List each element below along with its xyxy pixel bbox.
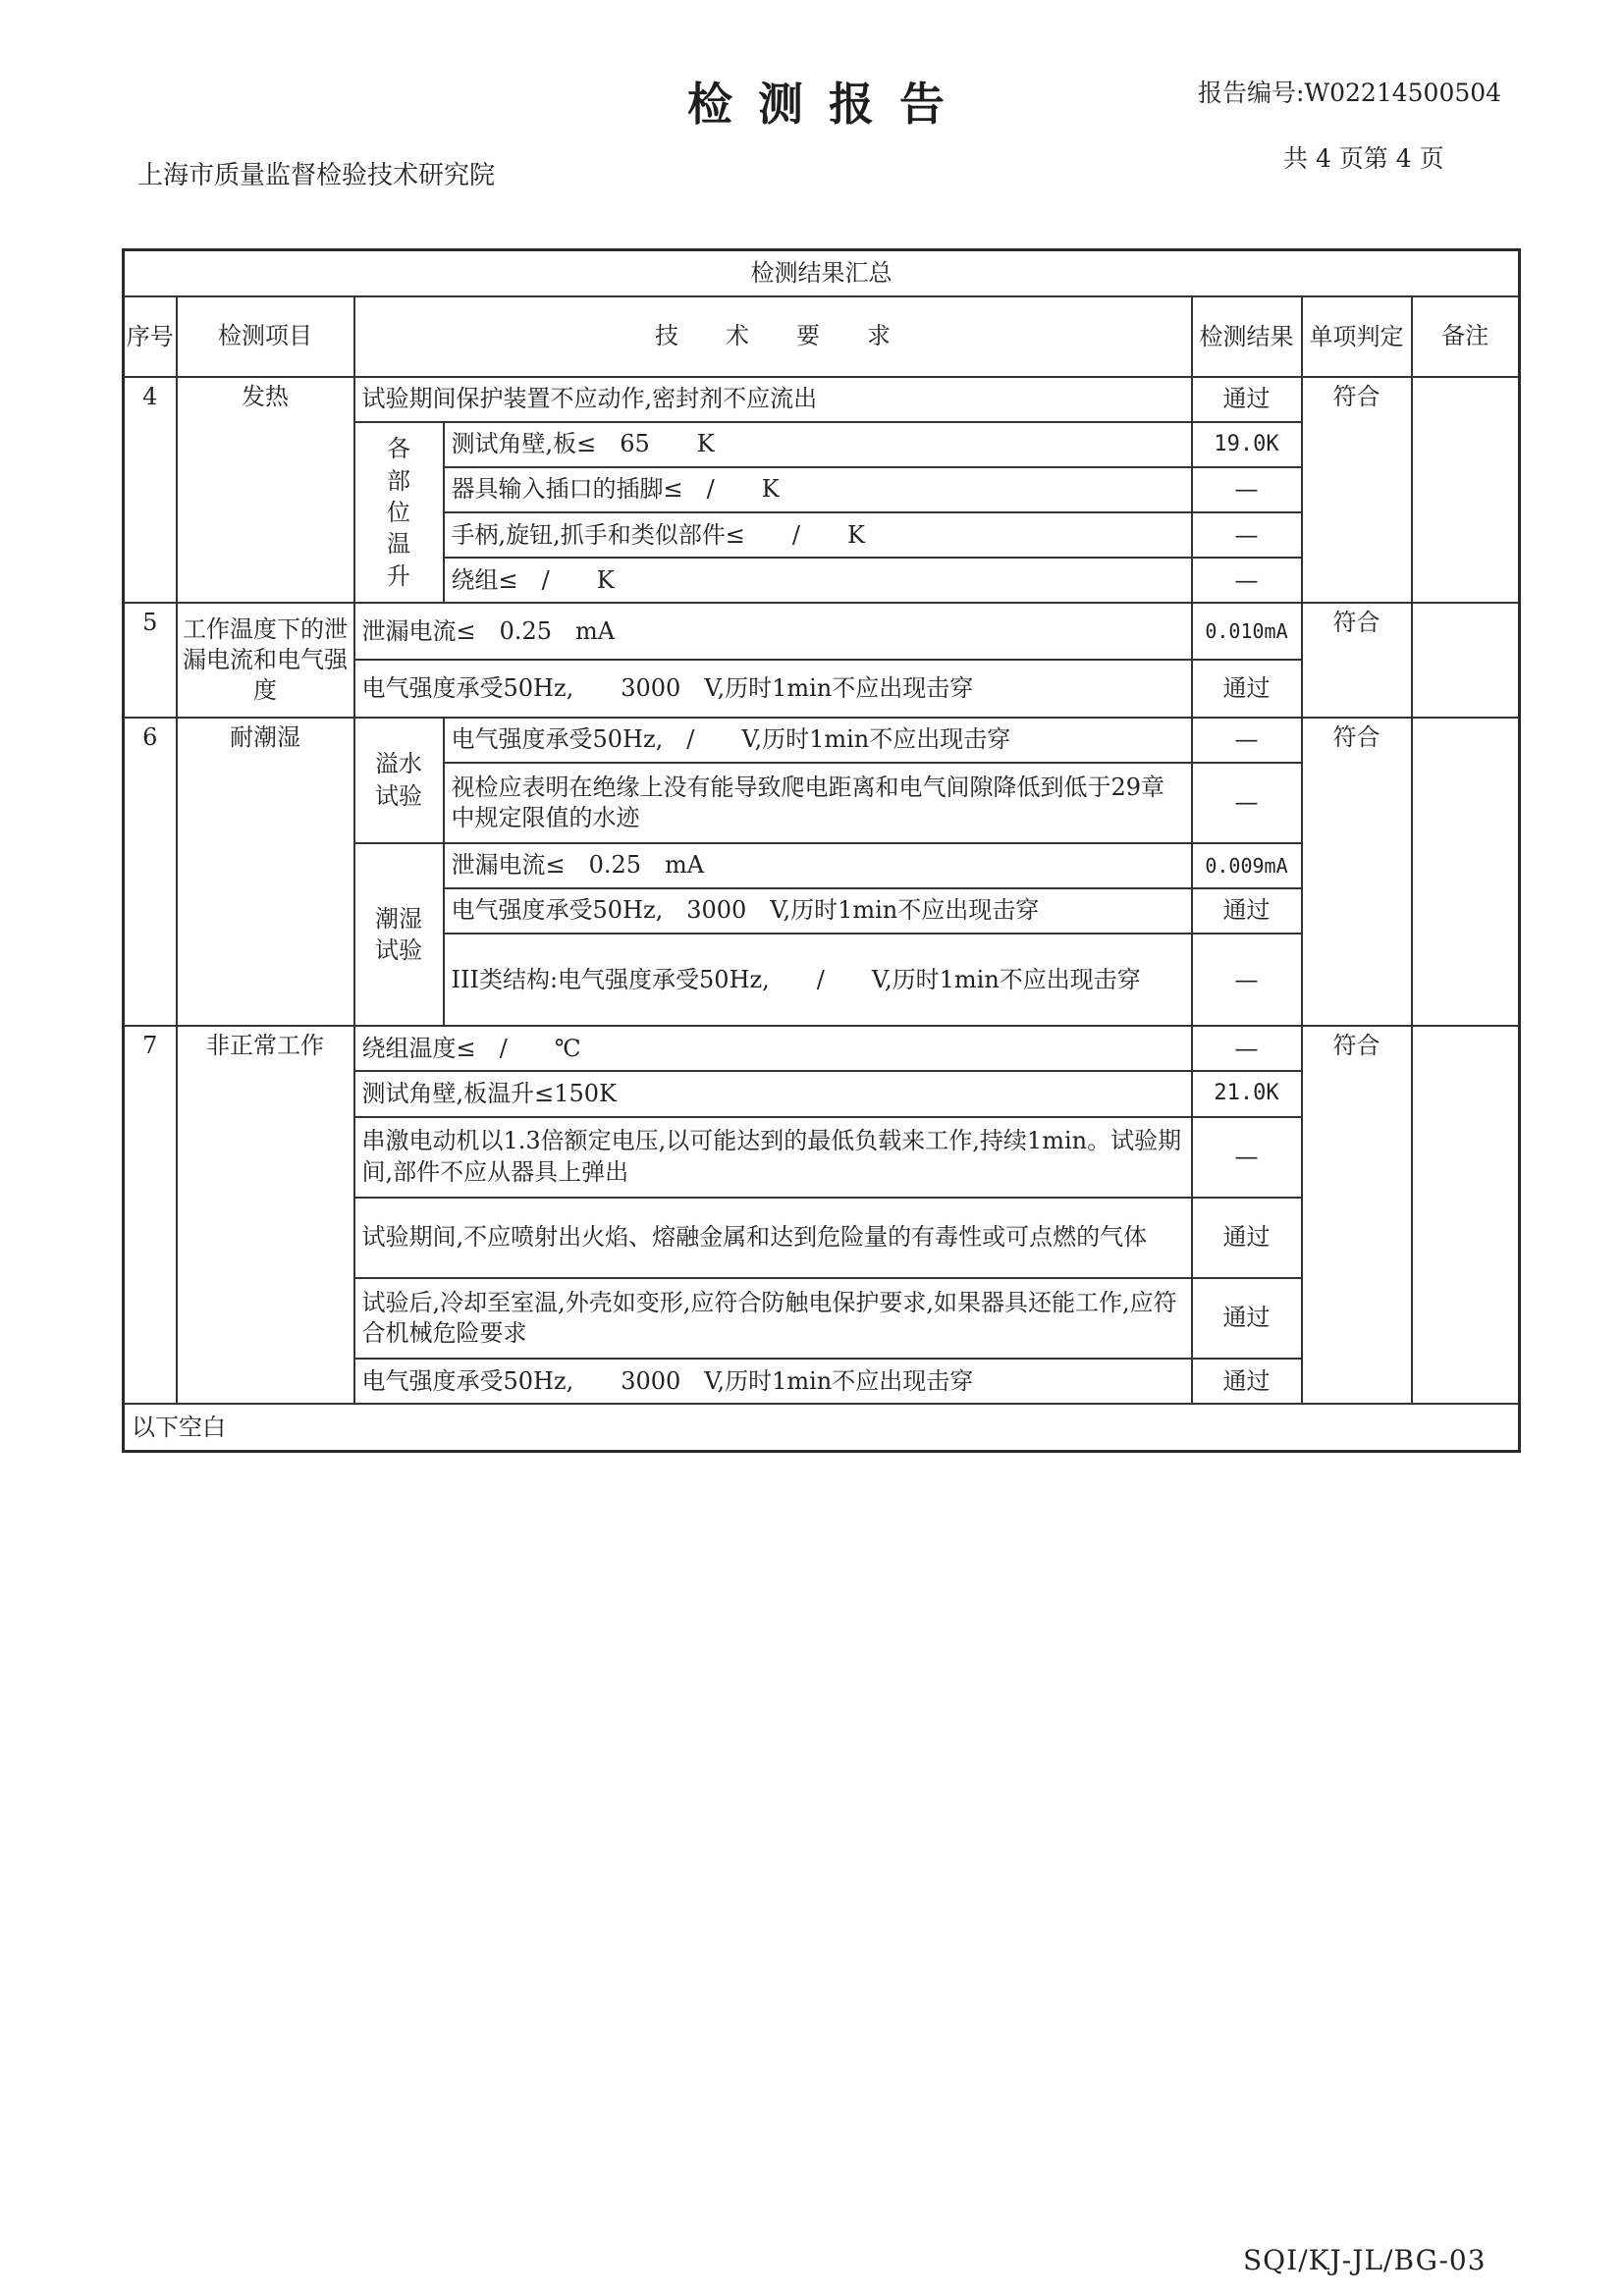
col-header-result: 检测结果 [1192,296,1302,377]
requirement-text: 视检应表明在绝缘上没有能导致爬电距离和电气间隙降低到低于29章中规定限值的水迹 [444,763,1192,843]
sub-item-label: 各部位温升 [354,422,444,603]
result-value: 19.0K [1192,422,1302,467]
row-item: 耐潮湿 [177,718,354,1027]
report-number: 报告编号:W02214500504 [1198,79,1502,107]
row-judgment: 符合 [1302,1026,1412,1404]
requirement-text: 泄漏电流≤ 0.25 mA [354,603,1192,660]
requirement-text: 绕组温度≤ / ℃ [354,1026,1192,1071]
result-value: — [1192,512,1302,558]
col-header-item: 检测项目 [177,296,354,377]
result-value: — [1192,763,1302,843]
row-seq: 6 [124,718,177,1027]
row-remark [1412,377,1520,604]
row-remark [1412,718,1520,1027]
requirement-text: 手柄,旋钮,抓手和类似部件≤ / K [444,512,1192,558]
result-value: 通过 [1192,1278,1302,1359]
requirement-text: 绕组≤ / K [444,558,1192,603]
page-indicator: 共 4 页第 4 页 [1283,144,1444,173]
result-value: — [1192,1026,1302,1071]
result-value: — [1192,467,1302,512]
row-seq: 5 [124,603,177,717]
row-judgment: 符合 [1302,603,1412,717]
result-value: 通过 [1192,1359,1302,1404]
requirement-text: 电气强度承受50Hz, 3000 V,历时1min不应出现击穿 [354,1359,1192,1404]
result-value: — [1192,934,1302,1026]
result-value: — [1192,1117,1302,1198]
row-seq: 7 [124,1026,177,1404]
results-summary-table [122,248,1521,1453]
requirement-text: 试验后,冷却至室温,外壳如变形,应符合防触电保护要求,如果器具还能工作,应符合机械危险要求 [354,1278,1192,1359]
row-item: 非正常工作 [177,1026,354,1404]
result-value: 21.0K [1192,1071,1302,1116]
result-value: 通过 [1192,888,1302,934]
row-judgment: 符合 [1302,377,1412,604]
result-value: 0.009mA [1192,843,1302,888]
result-value: 0.010mA [1192,603,1302,660]
result-value: — [1192,558,1302,603]
col-header-requirement: 技 术 要 求 [354,296,1192,377]
requirement-text: 电气强度承受50Hz, 3000 V,历时1min不应出现击穿 [444,888,1192,934]
requirement-text: 试验期间保护装置不应动作,密封剂不应流出 [354,377,1192,422]
requirement-text: III类结构:电气强度承受50Hz, / V,历时1min不应出现击穿 [444,934,1192,1026]
blank-below-note: 以下空白 [124,1404,1520,1451]
form-code: SQI/KJ-JL/BG-03 [1243,2244,1487,2276]
requirement-text: 试验期间,不应喷射出火焰、熔融金属和达到危险量的有毒性或可点燃的气体 [354,1198,1192,1278]
requirement-text: 电气强度承受50Hz, 3000 V,历时1min不应出现击穿 [354,660,1192,717]
requirement-text: 测试角壁,板温升≤150K [354,1071,1192,1116]
sub-item-label: 潮湿试验 [354,843,444,1026]
requirement-text: 器具输入插口的插脚≤ / K [444,467,1192,512]
row-judgment: 符合 [1302,718,1412,1027]
row-remark [1412,603,1520,717]
result-value: 通过 [1192,377,1302,422]
requirement-text: 泄漏电流≤ 0.25 mA [444,843,1192,888]
requirement-text: 电气强度承受50Hz, / V,历时1min不应出现击穿 [444,718,1192,763]
table-caption: 检测结果汇总 [124,250,1520,296]
report-title: 检测报告 [687,78,970,131]
requirement-text: 串激电动机以1.3倍额定电压,以可能达到的最低负载来工作,持续1min。试验期间,部件不应从器具上弹出 [354,1117,1192,1198]
result-value: 通过 [1192,660,1302,717]
result-value: — [1192,718,1302,763]
row-seq: 4 [124,377,177,604]
row-item: 工作温度下的泄漏电流和电气强度 [177,603,354,717]
requirement-text: 测试角壁,板≤ 65 K [444,422,1192,467]
col-header-remark: 备注 [1412,296,1520,377]
col-header-judgment: 单项判定 [1302,296,1412,377]
row-remark [1412,1026,1520,1404]
col-header-seq: 序号 [124,296,177,377]
sub-item-label: 溢水试验 [354,718,444,843]
result-value: 通过 [1192,1198,1302,1278]
institute-name: 上海市质量监督检验技术研究院 [137,161,496,190]
row-item: 发热 [177,377,354,604]
